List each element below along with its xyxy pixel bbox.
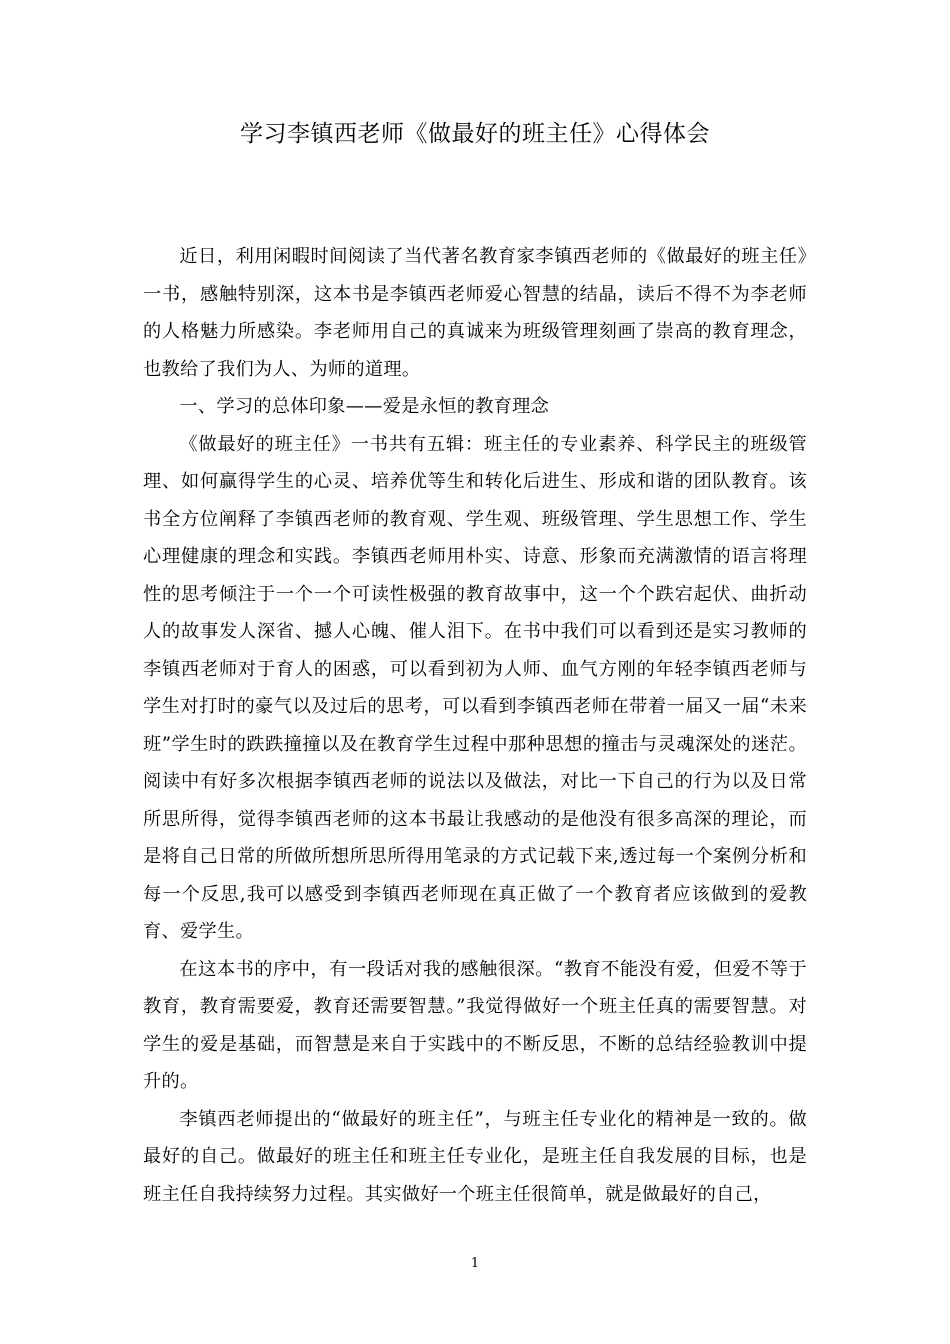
- section-heading-1: 一、学习的总体印象——爱是永恒的教育理念: [179, 396, 550, 417]
- document-body: [143, 238, 807, 1213]
- document-title: 学习李镇西老师《做最好的班主任》心得体会: [240, 121, 710, 147]
- paragraph-preface-quote: 在这本书的序中，有一段话对我的感触很深。“教育不能没有爱，但爱不等于教育，教育需要爱，教育还需要智慧。”我觉得做好一个班主任真的需要智慧。对学生的爱是基础，而智慧是来自于实践中的不断反思，不断的总结经验教训中提升的。: [143, 958, 807, 1092]
- paragraph-best-teacher: 李镇西老师提出的“做最好的班主任”，与班主任专业化的精神是一致的。做最好的自己。做最好的班主任和班主任专业化，是班主任自我发展的目标，也是班主任自我持续努力过程。其实做好一个班主任很简单，就是做最好的自己，: [143, 1108, 807, 1205]
- page-number: 1: [470, 1256, 480, 1271]
- paragraph-intro: 近日，利用闲暇时间阅读了当代著名教育家李镇西老师的《做最好的班主任》一书，感触特别深，这本书是李镇西老师爱心智慧的结晶，读后不得不为李老师的人格魅力所感染。李老师用自己的真诚来为班级管理刻画了崇高的教育理念，也教给了我们为人、为师的道理。: [143, 246, 807, 380]
- paragraph-book-overview: 《做最好的班主任》一书共有五辑：班主任的专业素养、科学民主的班级管理、如何赢得学生的心灵、培养优等生和转化后进生、形成和谐的团队教育。该书全方位阐释了李镇西老师的教育观、学生观、班级管理、学生思想工作、学生心理健康的理念和实践。李镇西老师用朴实、诗意、形象而充满激情的语言将理性的思考倾注于一个一个可读性极强的教育故事中，这一个个跌宕起伏、曲折动人的故事发人深省、撼人心魄、催人泪下。在书中我们可以看到还是实习教师的李镇西老师对于育人的困惑，可以看到初为人师、血气方刚的年轻李镇西老师与学生对打时的豪气以及过后的思考，可以看到李镇西老师在带着一届又一届“未来班”学生时的跌跌撞撞以及在教育学生过程中那种思想的撞击与灵魂深处的迷茫。阅读中有好多次根据李镇西老师的说法以及做法，对比一下自己的行为以及日常所思所得，觉得李镇西老师的这本书最让我感动的是他没有很多高深的理论，而是将自己日常的所做所想所思所得用笔录的方式记载下来,透过每一个案例分析和每一个反思,我可以感受到李镇西老师现在真正做了一个教育者应该做到的爱教育、爱学生。: [143, 433, 807, 942]
